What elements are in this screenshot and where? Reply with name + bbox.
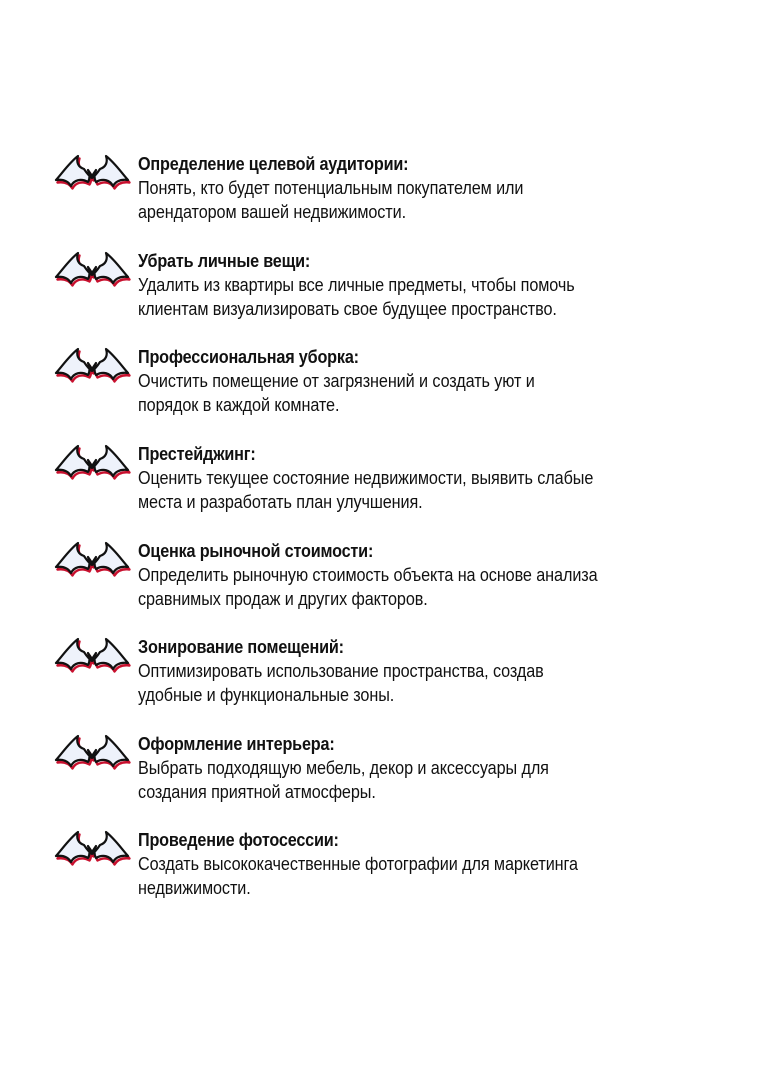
item-description-line: недвижимости. — [138, 878, 251, 898]
item-description-line: Выбрать подходящую мебель, декор и аксессуары для — [138, 758, 549, 778]
item-title: Убрать личные вещи: — [138, 251, 311, 271]
bat-icon — [52, 347, 132, 389]
item-title: Оформление интерьера: — [138, 734, 335, 754]
item-description-line: клиентам визуализировать свое будущее пространство. — [138, 299, 557, 319]
item-text — [138, 539, 738, 611]
item-description-line: арендатором вашей недвижимости. — [138, 202, 407, 222]
item-description-line: сравнимых продаж и других факторов. — [138, 589, 428, 609]
item-title: Престейджинг: — [138, 444, 256, 464]
item-description-line: Оценить текущее состояние недвижимости, выявить слабые — [138, 468, 594, 488]
item-description-line: Создать высококачественные фотографии для маркетинга — [138, 854, 578, 874]
item-description-line: Понять, кто будет потенциальным покупателем или — [138, 178, 524, 198]
bat-icon — [52, 444, 132, 486]
item-description-line: создания приятной атмосферы. — [138, 782, 376, 802]
item-description-line: Оптимизировать использование пространства, создав — [138, 661, 544, 681]
item-description-line: порядок в каждой комнате. — [138, 395, 340, 415]
list-item — [52, 249, 742, 329]
item-text — [138, 442, 738, 514]
list-item — [52, 152, 742, 232]
list-item — [52, 442, 742, 522]
list-item — [52, 635, 742, 715]
bat-icon — [52, 637, 132, 679]
item-description-line: места и разработать план улучшения. — [138, 492, 423, 512]
list-item — [52, 345, 742, 425]
bat-icon — [52, 830, 132, 872]
item-text — [138, 152, 738, 224]
bat-icon — [52, 734, 132, 776]
item-title: Профессиональная уборка: — [138, 347, 359, 367]
item-title: Проведение фотосессии: — [138, 830, 339, 850]
list-item — [52, 828, 742, 908]
item-text — [138, 828, 738, 900]
bat-icon — [52, 154, 132, 196]
item-description-line: Очистить помещение от загрязнений и создать уют и — [138, 371, 535, 391]
item-title: Оценка рыночной стоимости: — [138, 541, 374, 561]
item-text — [138, 732, 738, 804]
bat-icon — [52, 251, 132, 293]
item-description-line: Определить рыночную стоимость объекта на основе анализа — [138, 565, 598, 585]
item-text — [138, 249, 738, 321]
bat-icon — [52, 541, 132, 583]
item-title: Зонирование помещений: — [138, 637, 344, 657]
item-text — [138, 345, 738, 417]
list-item — [52, 539, 742, 619]
item-title: Определение целевой аудитории: — [138, 154, 409, 174]
item-description-line: удобные и функциональные зоны. — [138, 685, 395, 705]
item-text — [138, 635, 738, 707]
list-item — [52, 732, 742, 812]
item-description-line: Удалить из квартиры все личные предметы, чтобы помочь — [138, 275, 575, 295]
